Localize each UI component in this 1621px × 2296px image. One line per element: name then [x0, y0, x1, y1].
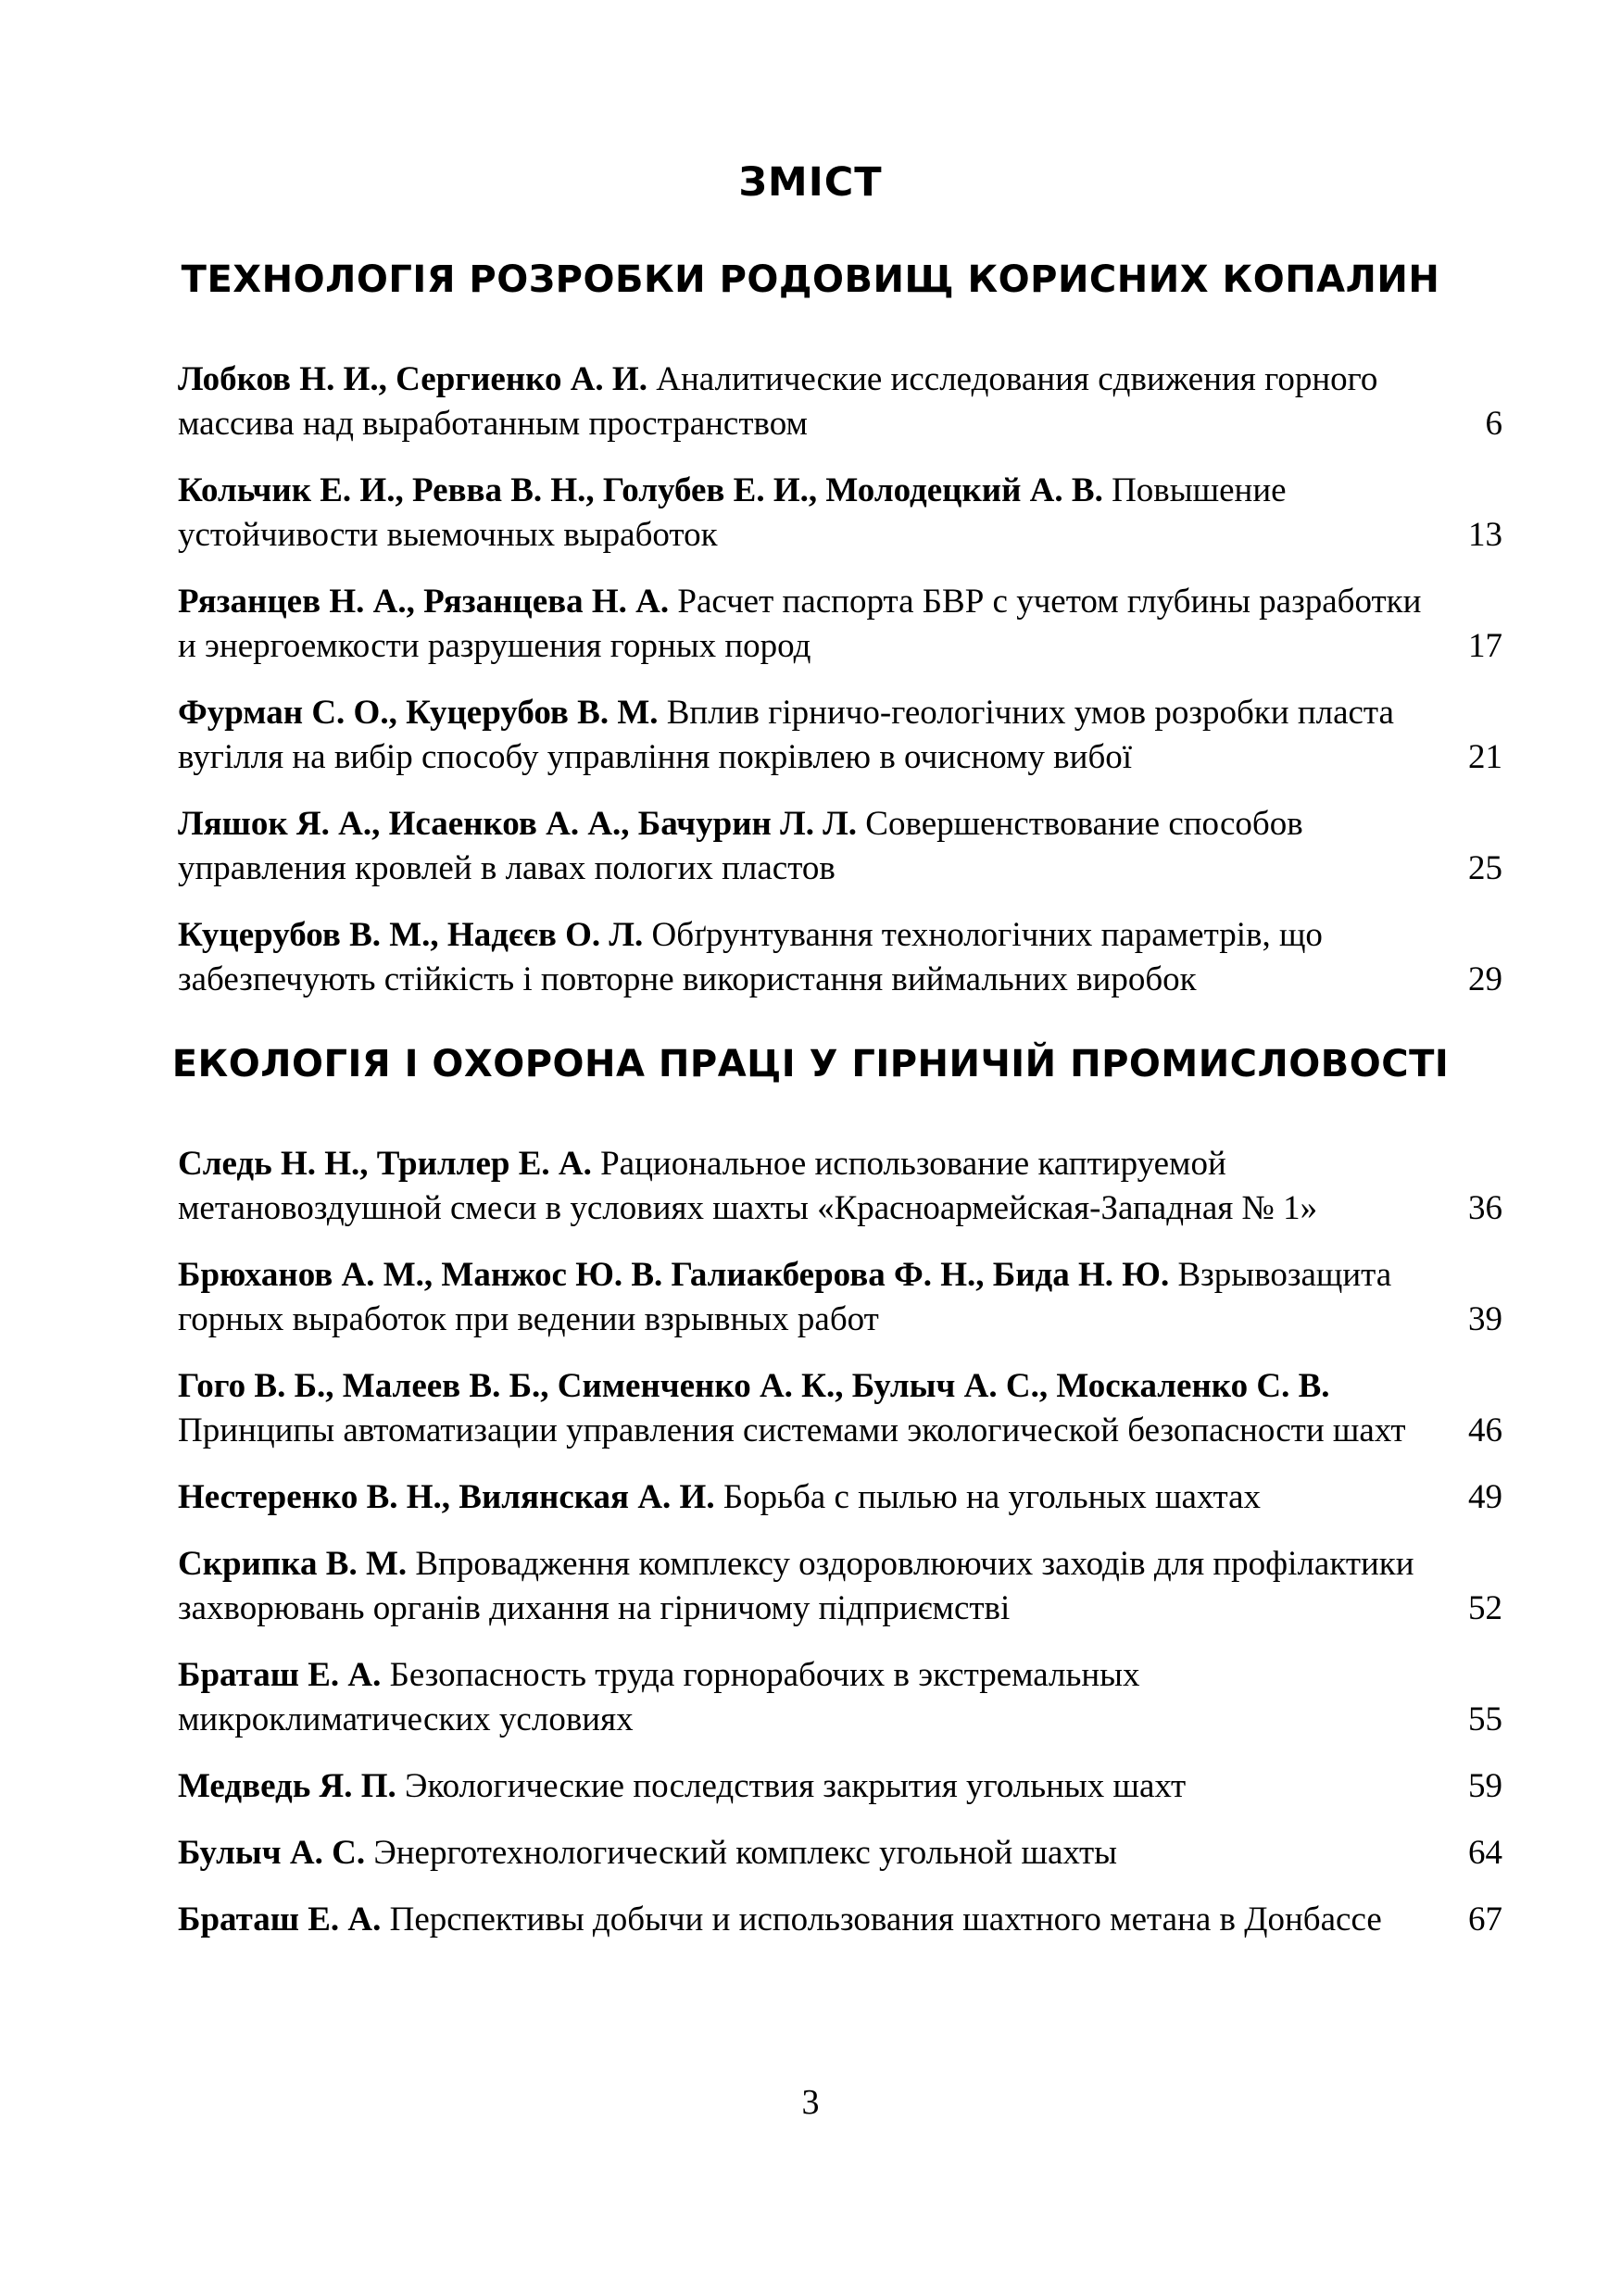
toc-entry-text [178, 1653, 1428, 1742]
toc-entry-text [178, 469, 1428, 558]
toc-entry-text [178, 1475, 1428, 1520]
toc-entry [178, 1142, 1502, 1231]
toc-entry-text [178, 1831, 1428, 1876]
toc-entry-title: Экологические последствия закрытия угольных шахт [405, 1767, 1187, 1805]
toc-entry-text [178, 580, 1428, 669]
toc-entry-authors: Гого В. Б., Малеев В. Б., Сименченко А. К., Булыч А. С., Москаленко С. В. [178, 1367, 1330, 1405]
toc-entry-authors: Браташ Е. А. [178, 1901, 382, 1938]
toc-entry-text [178, 1364, 1428, 1453]
toc-entry-text [178, 1542, 1428, 1631]
toc-entry-page-number: 25 [1468, 849, 1502, 887]
toc-entry-page-number: 39 [1468, 1300, 1502, 1338]
toc-entry-authors: Булыч А. С. [178, 1834, 366, 1872]
toc-entry-page-number: 21 [1468, 738, 1502, 776]
toc-entry [178, 691, 1502, 780]
toc-entry-authors: Куцерубов В. М., Надєєв О. Л. [178, 916, 644, 954]
toc-entry-authors: Браташ Е. А. [178, 1656, 382, 1694]
toc-entry-text [178, 1142, 1428, 1231]
toc-entry-authors: Лобков Н. И., Сергиенко А. И. [178, 360, 647, 398]
toc-entry-page-number: 29 [1468, 960, 1502, 998]
toc-entry-title: Принципы автоматизации управления системами экологической безопасности шахт [178, 1411, 1406, 1449]
toc-entry-text [178, 358, 1428, 446]
toc-entry [178, 913, 1502, 1002]
toc-entry-text [178, 1898, 1428, 1942]
toc-entry-authors: Медведь Я. П. [178, 1767, 396, 1805]
toc-entry-text [178, 1253, 1428, 1342]
toc-entry-authors: Следь Н. Н., Триллер Е. А. [178, 1145, 592, 1183]
toc-entry-page-number: 46 [1468, 1411, 1502, 1449]
toc-entry [178, 1653, 1502, 1742]
toc-entry-page-number: 67 [1468, 1901, 1502, 1938]
toc-entry-title: Расчет паспорта БВР с учетом глубины разработки и энергоемкости разрушения горных пород [178, 583, 1422, 665]
toc-entry [178, 802, 1502, 891]
toc-entry [178, 358, 1502, 446]
toc-entry [178, 1253, 1502, 1342]
toc-entry-text [178, 1764, 1428, 1809]
toc-entry-authors: Фурман С. О., Куцерубов В. М. [178, 694, 659, 732]
toc-title: ЗМІСТ [738, 159, 883, 206]
toc-entry-authors: Нестеренко В. Н., Вилянская А. И. [178, 1478, 715, 1516]
toc-entry-authors: Кольчик Е. И., Ревва В. Н., Голубев Е. И., Молодецкий А. В. [178, 471, 1103, 509]
toc-entry [178, 580, 1502, 669]
toc-entry-title: Перспективы добычи и использования шахтного метана в Донбассе [389, 1901, 1382, 1938]
toc-entry-page-number: 49 [1468, 1478, 1502, 1516]
toc-entry-title: Совершенствование способов управления кровлей в лавах пологих пластов [178, 805, 1303, 887]
toc-entry [178, 1364, 1502, 1453]
toc-entry [178, 1831, 1502, 1876]
page-number: 3 [801, 2083, 820, 2122]
toc-entry-page-number: 17 [1468, 627, 1502, 665]
toc-entry-title: Вплив гірничо-геологічних умов розробки пласта вугілля на вибір способу управління покрівлею в очисному вибої [178, 694, 1394, 776]
toc-entry-title: Обґрунтування технологічних параметрів, що забезпечують стійкість і повторне використання виймальних виробок [178, 916, 1323, 998]
toc-entry-page-number: 36 [1468, 1189, 1502, 1227]
toc-entry-title: Борьба с пылью на угольных шахтах [723, 1478, 1262, 1516]
toc-entry-title: Аналитические исследования сдвижения горного массива над выработанным пространством [178, 360, 1378, 443]
toc-entry-page-number: 64 [1468, 1834, 1502, 1872]
toc-entry-page-number: 6 [1485, 405, 1502, 443]
toc-entry-authors: Скрипка В. М. [178, 1545, 408, 1583]
toc-entry [178, 1764, 1502, 1809]
section-entries-mining-technology [178, 358, 1502, 1024]
section-heading-ecology-safety: ЕКОЛОГІЯ І ОХОРОНА ПРАЦІ У ГІРНИЧІЙ ПРОМИСЛОВОСТІ [171, 1043, 1450, 1085]
toc-entry [178, 469, 1502, 558]
toc-entry-authors: Рязанцев Н. А., Рязанцева Н. А. [178, 583, 670, 621]
toc-entry-title: Безопасность труда горнорабочих в экстремальных микроклиматических условиях [178, 1656, 1140, 1738]
section-heading-mining-technology: ТЕХНОЛОГІЯ РОЗРОБКИ РОДОВИЩ КОРИСНИХ КОПАЛИН [181, 258, 1440, 301]
toc-entry-title: Повышение устойчивости выемочных выработок [178, 471, 1287, 554]
toc-entry-page-number: 13 [1468, 516, 1502, 554]
toc-entry [178, 1898, 1502, 1942]
toc-entry-authors: Ляшок Я. А., Исаенков А. А., Бачурин Л. Л. [178, 805, 858, 843]
toc-entry-text [178, 913, 1428, 1002]
toc-entry-authors: Брюханов А. М., Манжос Ю. В. Галиакберова Ф. Н., Бида Н. Ю. [178, 1256, 1170, 1294]
toc-entry-page-number: 52 [1468, 1589, 1502, 1627]
toc-entry-title: Рациональное использование каптируемой метановоздушной смеси в условиях шахты «Красноармейская-Западная № 1» [178, 1145, 1318, 1227]
toc-entry-text [178, 802, 1428, 891]
toc-entry-page-number: 59 [1468, 1767, 1502, 1805]
section-entries-ecology-safety [178, 1142, 1502, 1964]
toc-entry-title: Энерготехнологический комплекс угольной шахты [373, 1834, 1118, 1872]
toc-entry-title: Взрывозащита горных выработок при ведении взрывных работ [178, 1256, 1392, 1338]
toc-entry [178, 1542, 1502, 1631]
toc-entry-page-number: 55 [1468, 1700, 1502, 1738]
toc-entry [178, 1475, 1502, 1520]
toc-entry-text [178, 691, 1428, 780]
toc-entry-title: Впровадження комплексу оздоровлюючих заходів для профілактики захворювань органів дихання на гірничому підприємстві [178, 1545, 1414, 1627]
